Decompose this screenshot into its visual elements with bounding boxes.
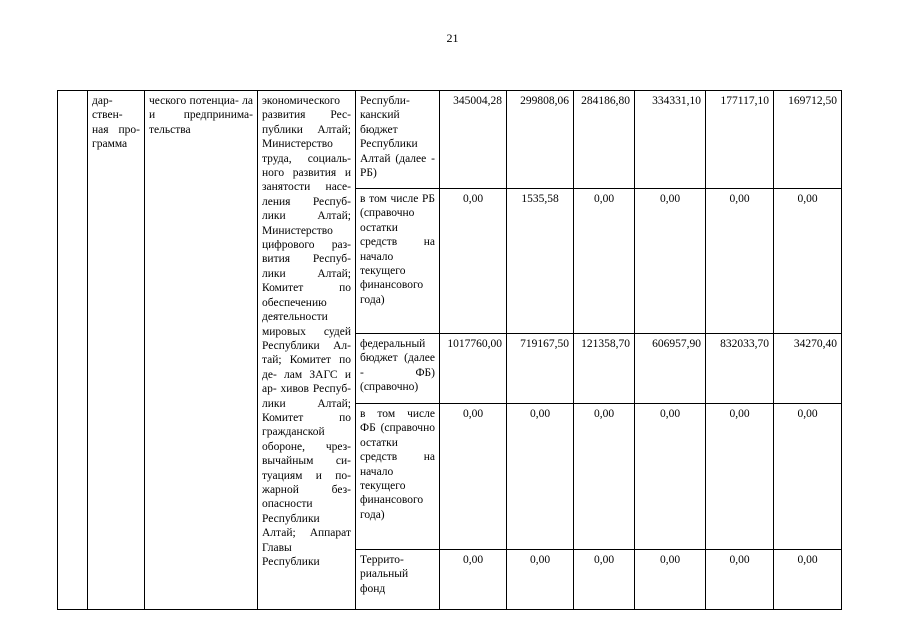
funding-source-cell: в том числе РБ (справочно остатки средств на начало текущего финансового года) (356, 189, 440, 334)
value-cell: 0,00 (774, 550, 842, 610)
value-cell: 719167,50 (507, 334, 574, 404)
value-cell: 1017760,00 (440, 334, 507, 404)
value-cell: 0,00 (706, 404, 774, 550)
value-cell: 0,00 (440, 550, 507, 610)
value-cell: 0,00 (440, 189, 507, 334)
budget-table (57, 90, 842, 610)
program-name-cell: дар- ствен- ная про- грамма (88, 91, 145, 610)
page-number: 21 (446, 31, 459, 45)
value-cell: 0,00 (774, 189, 842, 334)
value-cell: 0,00 (635, 550, 706, 610)
index-cell (58, 91, 88, 610)
executors-cell: экономического развития Рес- публики Алтай; Министерство труда, социаль- ного развития и занятости насе- ления Респуб- лики Алтай; Министерство цифрового раз- вития Респуб- лики Алтай; Комитет по обеспечению деятельности мировых судей Республики Ал- тай; Комитет по де- лам ЗАГС и ар- хивов Респуб- лики Алтай; Комитет по гражданской обороне, чрез- вычайным си- туациям и по- жарной без- опасности Республики Алтай; Аппарат Главы Республики (258, 91, 356, 610)
value-cell: 0,00 (440, 404, 507, 550)
value-cell: 832033,70 (706, 334, 774, 404)
value-cell: 0,00 (635, 404, 706, 550)
table-row (58, 91, 842, 189)
value-cell: 0,00 (635, 189, 706, 334)
value-cell: 0,00 (774, 404, 842, 550)
funding-source-cell: Террито- риальный фонд (356, 550, 440, 610)
value-cell: 0,00 (507, 404, 574, 550)
value-cell: 299808,06 (507, 91, 574, 189)
value-cell: 0,00 (574, 404, 635, 550)
value-cell: 606957,90 (635, 334, 706, 404)
value-cell: 177117,10 (706, 91, 774, 189)
funding-source-cell: Республи- канский бюджет Республики Алтай (далее - РБ) (356, 91, 440, 189)
value-cell: 1535,58 (507, 189, 574, 334)
value-cell: 169712,50 (774, 91, 842, 189)
value-cell: 0,00 (574, 550, 635, 610)
funding-source-cell: федеральный бюджет (далее - ФБ) (справочно) (356, 334, 440, 404)
value-cell: 0,00 (706, 550, 774, 610)
value-cell: 334331,10 (635, 91, 706, 189)
value-cell: 284186,80 (574, 91, 635, 189)
value-cell: 0,00 (507, 550, 574, 610)
funding-source-cell: в том числе ФБ (справочно остатки средств на начало текущего финансового года) (356, 404, 440, 550)
value-cell: 34270,40 (774, 334, 842, 404)
value-cell: 0,00 (574, 189, 635, 334)
value-cell: 345004,28 (440, 91, 507, 189)
value-cell: 0,00 (706, 189, 774, 334)
program-goal-cell: ческого потенциа- ла и предпринима- тельства (145, 91, 258, 610)
value-cell: 121358,70 (574, 334, 635, 404)
